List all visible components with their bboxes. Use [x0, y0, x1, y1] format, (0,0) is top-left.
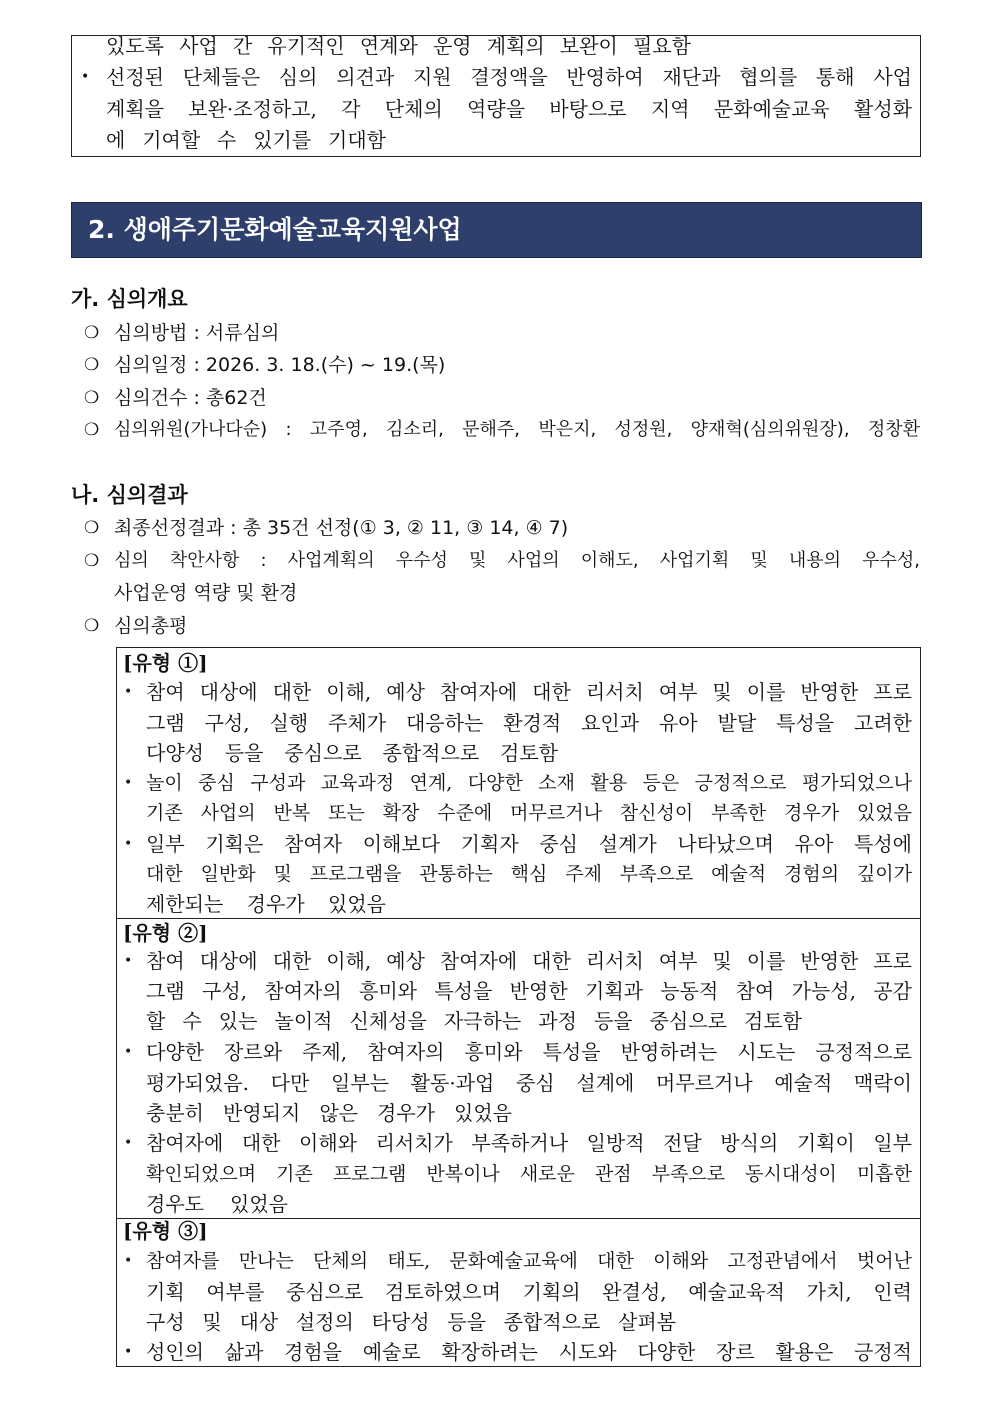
type-1-point-3-line-3: 제한되는 경우가 있었음: [146, 892, 386, 916]
bullet-icon: •: [124, 1135, 133, 1151]
results-heading: 나. 심의결과: [71, 483, 188, 507]
bullet-icon: •: [124, 1253, 133, 1269]
bullet-icon: •: [124, 836, 133, 852]
results-criteria-line-1: 심의 착안사항 : 사업계획의 우수성 및 사업의 이해도, 사업기획 및 내용의 우수성,: [114, 550, 920, 571]
bullet-icon: •: [124, 1044, 133, 1060]
results-summary-label: 심의총평: [114, 615, 188, 637]
overview-method: 심의방법 : 서류심의: [114, 322, 280, 344]
circle-bullet-icon: ❍: [84, 355, 100, 375]
type-1-point-1-line-3: 다양성 등을 중심으로 종합적으로 검토함: [146, 741, 558, 765]
results-criteria-line-2: 사업운영 역량 및 환경: [114, 582, 298, 604]
circle-bullet-icon: ❍: [84, 616, 100, 636]
circle-bullet-icon: ❍: [84, 323, 100, 343]
section-title: 2. 생애주기문화예술교육지원사업: [88, 215, 462, 244]
results-final: 최종선정결과 : 총 35건 선정(① 3, ② 11, ③ 14, ④ 7): [114, 517, 569, 539]
circle-bullet-icon: ❍: [84, 551, 100, 571]
type-1-point-1-line-2: 그램 구성, 실행 주체가 대응하는 환경적 요인과 유아 발달 특성을 고려한: [146, 711, 912, 735]
type-2-point-1-line-3: 할 수 있는 놀이적 신체성을 자극하는 과정 등을 중심으로 검토함: [146, 1009, 802, 1033]
type-2-point-2-line-1: 다양한 장르와 주제, 참여자의 흥미와 특성을 반영하려는 시도는 긍정적으로: [146, 1040, 912, 1064]
type-2-point-2-line-3: 충분히 반영되지 않은 경우가 있었음: [146, 1101, 512, 1125]
top-box-line-3: 계획을 보완·조정하고, 각 단체의 역량을 바탕으로 지역 문화예술교육 활성화: [106, 97, 912, 121]
bullet-icon: •: [124, 1344, 133, 1360]
circle-bullet-icon: ❍: [84, 388, 100, 408]
bullet-icon: •: [124, 775, 133, 791]
overview-schedule: 심의일정 : 2026. 3. 18.(수) ~ 19.(목): [114, 354, 446, 376]
type-2-point-3-line-1: 참여자에 대한 이해와 리서치가 부족하거나 일방적 전달 방식의 기획이 일부: [146, 1131, 912, 1155]
top-box-line-4: 에 기여할 수 있기를 기대함: [106, 128, 386, 152]
top-box-line-1: 있도록 사업 간 유기적인 연계와 운영 계획의 보완이 필요함: [106, 34, 691, 58]
overview-heading: 가. 심의개요: [71, 287, 188, 311]
section-title-banner: [71, 202, 922, 258]
type-2-point-3-line-3: 경우도 있었음: [146, 1192, 288, 1216]
type-3-label: [유형 ③]: [123, 1219, 208, 1243]
type-1-point-3-line-2: 대한 일반화 및 프로그램을 관통하는 핵심 주제 부족으로 예술적 경험의 깊이가: [146, 863, 912, 885]
type-2-label: [유형 ②]: [123, 921, 208, 945]
type-3-point-1-line-3: 구성 및 대상 설정의 타당성 등을 종합적으로 살펴봄: [146, 1310, 676, 1334]
top-box-line-2: 선정된 단체들은 심의 의견과 지원 결정액을 반영하여 재단과 협의를 통해 사업: [106, 65, 912, 89]
type-2-point-2-line-2: 평가되었음. 다만 일부는 활동·과업 중심 설계에 머무르거나 예술적 맥락이: [146, 1071, 912, 1095]
type-3-point-2-line-1: 성인의 삶과 경험을 예술로 확장하려는 시도와 다양한 장르 활용은 긍정적: [146, 1340, 912, 1364]
bullet-icon: •: [124, 684, 133, 700]
type-2-point-3-line-2: 확인되었으며 기존 프로그램 반복이나 새로운 관점 부족으로 동시대성이 미흡한: [146, 1163, 912, 1185]
bullet-icon: •: [81, 69, 90, 85]
type-3-point-1-line-2: 기획 여부를 중심으로 검토하였으며 기획의 완결성, 예술교육적 가치, 인력: [146, 1280, 912, 1304]
type-1-point-1-line-1: 참여 대상에 대한 이해, 예상 참여자에 대한 리서치 여부 및 이를 반영한 프로: [146, 680, 912, 704]
circle-bullet-icon: ❍: [84, 518, 100, 538]
bullet-icon: •: [124, 953, 133, 969]
overview-members: 심의위원(가나다순) : 고주영, 김소리, 문해주, 박은지, 성정원, 양재혁(심의위원장), 정창환: [114, 419, 920, 440]
type-1-label: [유형 ①]: [123, 651, 208, 675]
type-2-point-1-line-1: 참여 대상에 대한 이해, 예상 참여자에 대한 리서치 여부 및 이를 반영한 프로: [146, 949, 912, 973]
type-2-point-1-line-2: 그램 구성, 참여자의 흥미와 특성을 반영한 기획과 능동적 참여 가능성, 공감: [146, 979, 912, 1003]
type-3-point-1-line-1: 참여자를 만나는 단체의 태도, 문화예술교육에 대한 이해와 고정관념에서 벗어난: [146, 1250, 912, 1272]
type-1-point-2-line-2: 기존 사업의 반복 또는 확장 수준에 머무르거나 참신성이 부족한 경우가 있었음: [146, 802, 912, 824]
circle-bullet-icon: ❍: [84, 420, 100, 440]
type-1-point-2-line-1: 놀이 중심 구성과 교육과정 연계, 다양한 소재 활용 등은 긍정적으로 평가되었으나: [146, 772, 912, 794]
type-1-point-3-line-1: 일부 기획은 참여자 이해보다 기획자 중심 설계가 나타났으며 유아 특성에: [146, 832, 912, 856]
overview-count: 심의건수 : 총62건: [114, 387, 267, 409]
